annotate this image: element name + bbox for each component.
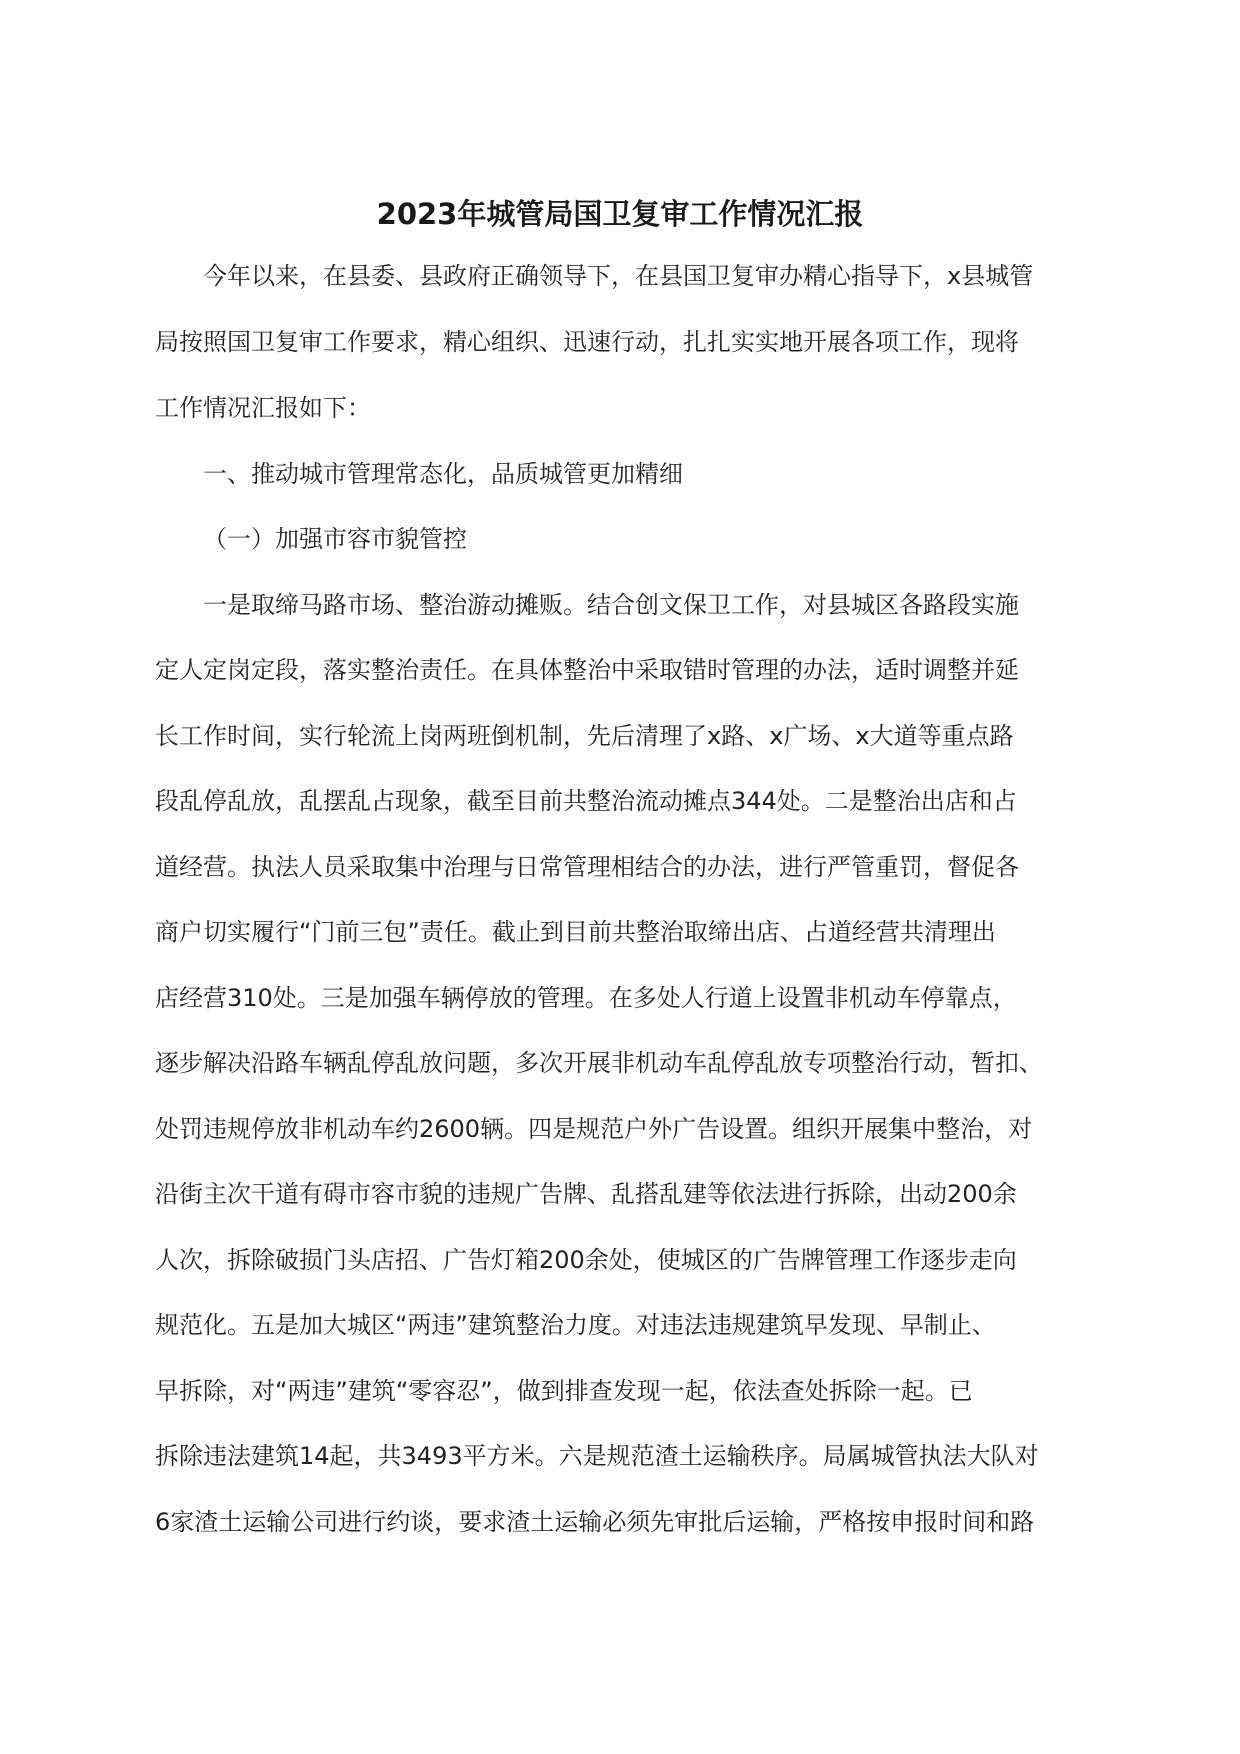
paragraph-line: 定人定岗定段，落实整治责任。在具体整治中采取错时管理的办法，适时调整并延 [155,656,1019,684]
paragraph-line: 沿街主次干道有碍市容市貌的违规广告牌、乱搭乱建等依法进行拆除，出动200余 [155,1180,1017,1208]
paragraph-line: 今年以来，在县委、县政府正确领导下，在县国卫复审办精心指导下，x县城管 [203,262,1034,290]
paragraph-line: 商户切实履行“门前三包”责任。截止到目前共整治取缔出店、占道经营共清理出 [155,918,996,946]
paragraph-line: 段乱停乱放，乱摆乱占现象，截至目前共整治流动摊点344处。二是整治出店和占 [155,787,1017,815]
paragraph-line: 逐步解决沿路车辆乱停乱放问题，多次开展非机动车乱停乱放专项整治行动，暂扣、 [155,1049,1043,1077]
paragraph-line: 人次，拆除破损门头店招、广告灯箱200余处，使城区的广告牌管理工作逐步走向 [155,1246,1017,1274]
paragraph-line: 道经营。执法人员采取集中治理与日常管理相结合的办法，进行严管重罚，督促各 [155,853,1019,881]
paragraph-line: 工作情况汇报如下： [155,394,371,422]
section-heading: 一、推动城市管理常态化，品质城管更加精细 [203,460,683,488]
paragraph-line: 处罚违规停放非机动车约2600辆。四是规范户外广告设置。组织开展集中整治，对 [155,1115,1033,1143]
paragraph-line: 6家渣土运输公司进行约谈，要求渣土运输必须先审批后运输，严格按申报时间和路 [155,1508,1035,1536]
paragraph-line: 一是取缔马路市场、整治游动摊贩。结合创文保卫工作，对县城区各路段实施 [203,591,1019,619]
document-title: 2023年城管局国卫复审工作情况汇报 [376,197,864,231]
paragraph-line: 拆除违法建筑14起，共3493平方米。六是规范渣土运输秩序。局属城管执法大队对 [155,1442,1039,1470]
paragraph-line: 局按照国卫复审工作要求，精心组织、迅速行动，扎扎实实地开展各项工作，现将 [155,328,1019,356]
paragraph-line: 长工作时间，实行轮流上岗两班倒机制，先后清理了x路、x广场、x大道等重点路 [155,722,1014,750]
paragraph-line: 早拆除，对“两违”建筑“零容忍”，做到排查发现一起，依法查处拆除一起。已 [155,1377,973,1405]
paragraph-line: 店经营310处。三是加强车辆停放的管理。在多处人行道上设置非机动车停靠点， [155,984,1017,1012]
subsection-heading: （一）加强市容市貌管控 [203,525,467,553]
paragraph-line: 规范化。五是加大城区“两违”建筑整治力度。对违法违规建筑早发现、早制止、 [155,1311,996,1339]
